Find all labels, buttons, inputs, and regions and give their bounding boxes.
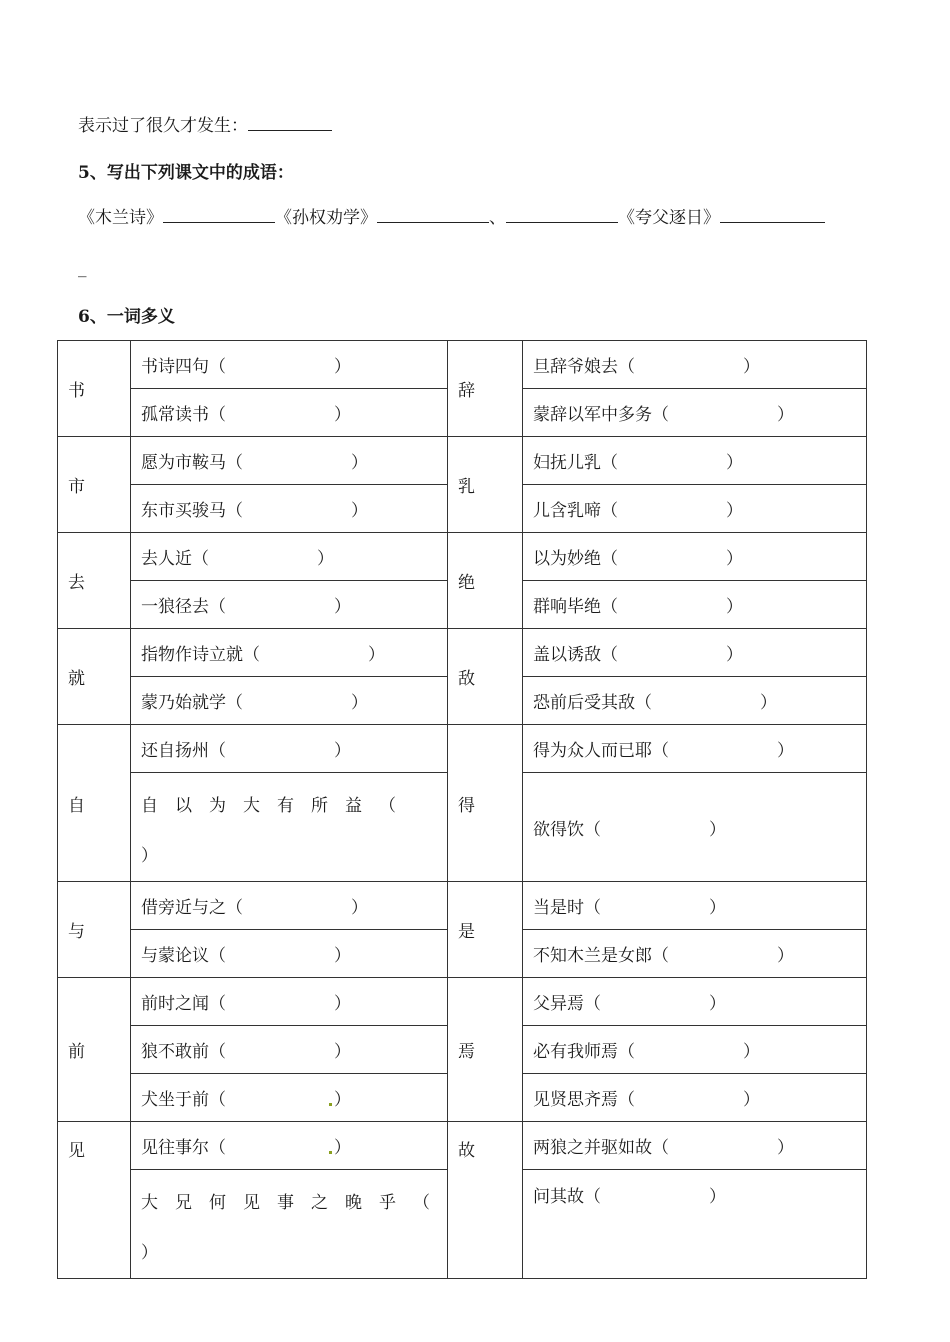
example-cell (131, 677, 448, 725)
example-cell (523, 930, 867, 978)
example-phrase: 问其故（ (533, 1187, 601, 1207)
example-cell (131, 1074, 448, 1122)
example-cell (523, 978, 867, 1026)
example-cell (523, 882, 867, 930)
close-paren: ） (726, 549, 743, 569)
close-paren: ） (743, 1090, 760, 1110)
polysemy-word: 焉 (448, 978, 523, 1122)
polysemy-word: 乳 (448, 437, 523, 533)
close-paren: ） (726, 501, 743, 521)
mark-dot (329, 1103, 332, 1106)
close-paren: ） (726, 645, 743, 665)
close-paren: ） (777, 741, 794, 761)
answer-blank[interactable] (377, 208, 489, 223)
polysemy-word: 前 (58, 978, 131, 1122)
example-cell (523, 341, 867, 389)
example-cell (131, 533, 448, 581)
example-phrase: 去人近（ (141, 549, 209, 569)
close-paren: ） (709, 819, 726, 840)
example-cell (131, 978, 448, 1026)
example-cell (131, 389, 448, 437)
table-row (58, 533, 867, 581)
close-paren: ） (141, 1243, 158, 1263)
example-cell (131, 437, 448, 485)
close-paren: ） (368, 645, 385, 665)
close-paren: ） (334, 741, 351, 761)
close-paren: ） (743, 357, 760, 377)
question-5-title: 5、写出下列课文中的成语： (78, 163, 294, 183)
close-paren: ） (709, 994, 726, 1014)
example-cell (523, 485, 867, 533)
example-cell (131, 773, 448, 882)
q5-item-kuafu: 《夸父逐日》 (618, 208, 720, 228)
example-cell (523, 581, 867, 629)
example-cell (523, 725, 867, 773)
mark-dot (329, 1151, 332, 1154)
example-cell (131, 629, 448, 677)
close-paren: ） (334, 946, 351, 966)
example-cell (131, 725, 448, 773)
example-phrase: 孤常读书（ (141, 405, 226, 425)
close-paren: ） (726, 453, 743, 473)
polysemy-word: 敌 (448, 629, 523, 725)
example-phrase: 指物作诗立就（ (141, 645, 260, 665)
polysemy-word: 故 (448, 1122, 523, 1279)
polysemy-word: 见 (58, 1122, 131, 1279)
polysemy-word: 辞 (448, 341, 523, 437)
example-cell (523, 389, 867, 437)
close-paren: ） (709, 898, 726, 918)
example-phrase: 两狼之并驱如故（ (533, 1138, 669, 1158)
example-phrase: 不知木兰是女郎（ (533, 946, 669, 966)
close-paren: ） (777, 1138, 794, 1158)
example-cell (523, 629, 867, 677)
example-phrase: 自以为大有所益（ (141, 796, 413, 816)
example-cell (131, 485, 448, 533)
close-paren: ） (334, 1042, 351, 1062)
close-paren: ） (777, 405, 794, 425)
q5-trailing-underscore: _ (78, 258, 87, 278)
example-phrase: 妇抚儿乳（ (533, 453, 618, 473)
example-cell (523, 773, 867, 882)
table-row (58, 341, 867, 389)
answer-blank[interactable] (248, 116, 332, 131)
example-phrase: 必有我师焉（ (533, 1042, 635, 1062)
example-phrase: 见贤思齐焉（ (533, 1090, 635, 1110)
close-paren: ） (334, 405, 351, 425)
example-cell (523, 1074, 867, 1122)
polysemy-word: 得 (448, 725, 523, 882)
close-paren: ） (334, 1138, 351, 1158)
example-cell (131, 581, 448, 629)
example-phrase: 愿为市鞍马（ (141, 453, 243, 473)
polysemy-word: 去 (58, 533, 131, 629)
example-phrase: 一狼径去（ (141, 597, 226, 617)
table-row (58, 437, 867, 485)
close-paren: ） (334, 597, 351, 617)
example-cell (523, 533, 867, 581)
example-phrase: 当是时（ (533, 898, 601, 918)
example-phrase: 蒙乃始就学（ (141, 693, 243, 713)
question-6-title: 6、一词多义 (78, 307, 175, 327)
close-paren: ） (334, 994, 351, 1014)
prompt-label: 表示过了很久才发生： (78, 116, 248, 136)
example-phrase: 借旁近与之（ (141, 898, 243, 918)
polysemy-table (57, 340, 867, 1279)
example-cell (523, 1170, 867, 1279)
close-paren: ） (317, 549, 334, 569)
table-row (58, 725, 867, 773)
example-phrase: 与蒙论议（ (141, 946, 226, 966)
example-phrase: 还自扬州（ (141, 741, 226, 761)
example-cell (131, 341, 448, 389)
example-phrase: 东市买骏马（ (141, 501, 243, 521)
close-paren: ） (351, 693, 368, 713)
answer-blank[interactable] (506, 208, 618, 223)
answer-space[interactable] (226, 1088, 334, 1108)
example-phrase: 犬坐于前（ (141, 1090, 226, 1110)
close-paren: ） (743, 1042, 760, 1062)
answer-blank[interactable] (163, 208, 275, 223)
example-cell (523, 1122, 867, 1170)
example-phrase: 儿含乳啼（ (533, 501, 618, 521)
polysemy-word: 书 (58, 341, 131, 437)
example-phrase: 旦辞爷娘去（ (533, 357, 635, 377)
example-phrase: 见往事尔（ (141, 1138, 226, 1158)
close-paren: ） (760, 693, 777, 713)
prompt-text (78, 111, 332, 136)
example-phrase: 欲得饮（ (533, 819, 601, 840)
polysemy-word: 绝 (448, 533, 523, 629)
example-phrase: 书诗四句（ (141, 357, 226, 377)
close-paren: ） (334, 1090, 351, 1110)
example-cell (523, 677, 867, 725)
close-paren: ） (141, 846, 158, 866)
example-cell (131, 1170, 448, 1279)
example-phrase: 以为妙绝（ (533, 549, 618, 569)
question-5-items (78, 203, 825, 228)
example-cell (523, 437, 867, 485)
table-row (58, 1122, 867, 1170)
example-cell (131, 930, 448, 978)
q5-separator: 、 (489, 208, 506, 228)
polysemy-word: 自 (58, 725, 131, 882)
close-paren: ） (351, 453, 368, 473)
polysemy-word: 就 (58, 629, 131, 725)
close-paren: ） (777, 946, 794, 966)
example-phrase: 得为众人而已耶（ (533, 741, 669, 761)
example-phrase: 狼不敢前（ (141, 1042, 226, 1062)
q5-item-sunquan: 《孙权劝学》 (275, 208, 377, 228)
table-row (58, 629, 867, 677)
example-cell (131, 1122, 448, 1170)
close-paren: ） (709, 1187, 726, 1207)
example-phrase: 盖以诱敌（ (533, 645, 618, 665)
example-phrase: 前时之闻（ (141, 994, 226, 1014)
close-paren: ） (334, 357, 351, 377)
table-row (58, 978, 867, 1026)
close-paren: ） (351, 898, 368, 918)
close-paren: ） (726, 597, 743, 617)
q5-item-mulanshi: 《木兰诗》 (78, 208, 163, 228)
example-phrase: 蒙辞以军中多务（ (533, 405, 669, 425)
polysemy-word: 市 (58, 437, 131, 533)
example-cell (131, 1026, 448, 1074)
example-phrase: 恐前后受其敌（ (533, 693, 652, 713)
answer-space[interactable] (226, 1136, 334, 1156)
example-phrase: 群响毕绝（ (533, 597, 618, 617)
answer-blank[interactable] (720, 208, 825, 223)
example-phrase: 父异焉（ (533, 994, 601, 1014)
polysemy-word: 与 (58, 882, 131, 978)
example-phrase: 大兄何见事之晚乎（ (141, 1193, 447, 1213)
polysemy-word: 是 (448, 882, 523, 978)
close-paren: ） (351, 501, 368, 521)
table-row (58, 882, 867, 930)
example-cell (131, 882, 448, 930)
example-cell (523, 1026, 867, 1074)
